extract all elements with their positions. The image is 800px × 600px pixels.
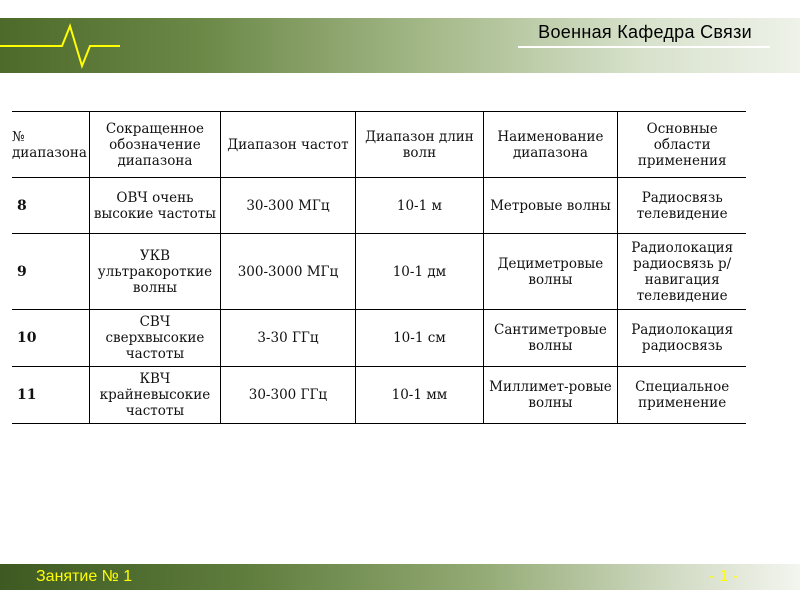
cell-abbreviation: СВЧ сверхвысокие частоты: [89, 310, 220, 367]
cell-frequency: 300-3000 МГц: [220, 234, 355, 310]
table-header-row: [12, 112, 746, 178]
cell-frequency: 30-300 МГц: [220, 178, 355, 234]
table-row: [12, 234, 746, 310]
cell-band-name: Метровые волны: [483, 178, 617, 234]
header-band-name: Наименование диапазона: [483, 112, 617, 178]
header-band-number: № диапазона: [12, 112, 89, 178]
table-row: [12, 178, 746, 234]
cell-applications: Специальное применение: [617, 367, 746, 424]
cell-applications: Радиосвязь телевидение: [617, 178, 746, 234]
cell-applications: Радиолокация радиосвязь р/навигация телевидение: [617, 234, 746, 310]
cell-applications: Радиолокация радиосвязь: [617, 310, 746, 367]
pulse-wave-icon: [0, 18, 120, 73]
cell-abbreviation: УКВ ультракороткие волны: [89, 234, 220, 310]
cell-band-number: 8: [12, 178, 89, 234]
cell-band-number: 11: [12, 367, 89, 424]
lesson-label: Занятие № 1: [36, 568, 133, 585]
cell-wavelength: 10-1 м: [355, 178, 483, 234]
cell-wavelength: 10-1 мм: [355, 367, 483, 424]
header-wavelength-range: Диапазон длин волн: [355, 112, 483, 178]
cell-band-number: 9: [12, 234, 89, 310]
header-applications: Основные области применения: [617, 112, 746, 178]
cell-wavelength: 10-1 дм: [355, 234, 483, 310]
page-number: - 1 -: [709, 568, 738, 585]
title-underline: [518, 46, 770, 48]
header-abbreviation: Сокращенное обозначение диапазона: [89, 112, 220, 178]
table-row: [12, 310, 746, 367]
header-frequency-range: Диапазон частот: [220, 112, 355, 178]
cell-band-name: Миллимет-ровые волны: [483, 367, 617, 424]
cell-band-name: Дециметровые волны: [483, 234, 617, 310]
cell-wavelength: 10-1 см: [355, 310, 483, 367]
page-title: Военная Кафедра Связи: [538, 22, 752, 42]
cell-band-number: 10: [12, 310, 89, 367]
cell-frequency: 3-30 ГГц: [220, 310, 355, 367]
cell-band-name: Сантиметровые волны: [483, 310, 617, 367]
table-row: [12, 367, 746, 424]
cell-frequency: 30-300 ГГц: [220, 367, 355, 424]
cell-abbreviation: ОВЧ очень высокие частоты: [89, 178, 220, 234]
frequency-bands-table: [12, 111, 746, 424]
cell-abbreviation: КВЧ крайневысокие частоты: [89, 367, 220, 424]
